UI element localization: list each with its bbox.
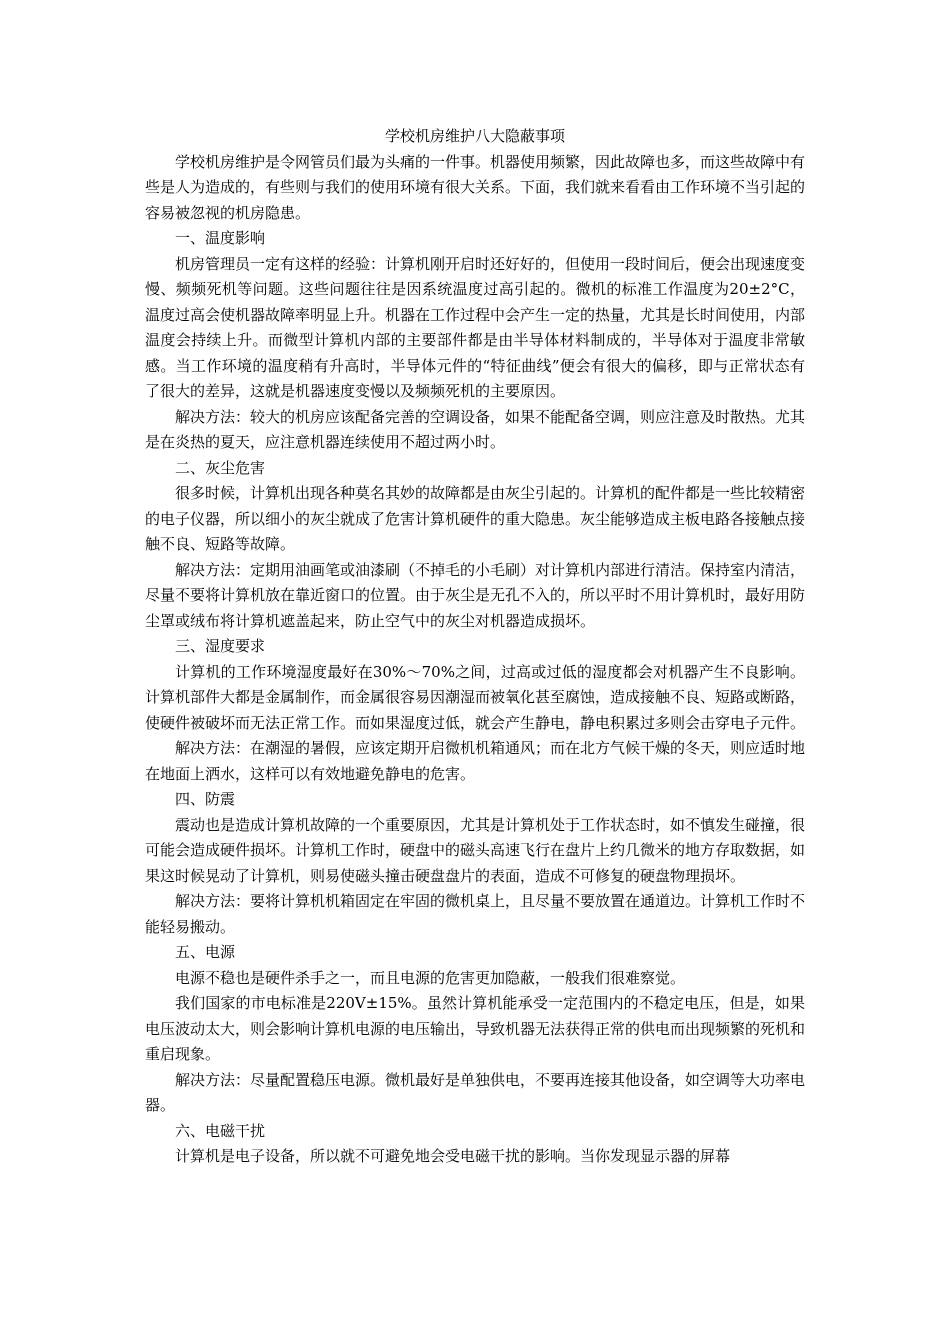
document-title: 学校机房维护八大隐蔽事项: [384, 127, 565, 145]
paragraph: 解决方法：尽量配置稳压电源。微机最好是单独供电，不要再连接其他设备，如空调等大功率电器。: [145, 1070, 806, 1114]
paragraph: 计算机的工作环境湿度最好在30%～70%之间，过高或过低的湿度都会对机器产生不良影响。计算机部件大都是金属制作，而金属很容易因潮湿而被氧化甚至腐蚀，造成接触不良、短路或断路，使硬件被破坏而无法正常工作。而如果湿度过低，就会产生静电，静电积累过多则会击穿电子元件。: [145, 662, 806, 732]
section-heading: 三、湿度要求: [175, 637, 266, 655]
document-body: [145, 150, 805, 1170]
section-heading: 一、温度影响: [175, 229, 266, 247]
section-heading: 六、电磁干扰: [175, 1121, 266, 1140]
paragraph: 电源不稳也是硬件杀手之一，而且电源的危害更加隐蔽，一般我们很难察觉。: [175, 968, 686, 987]
paragraph: 解决方法：定期用油画笔或油漆刷（不掉毛的小毛刷）对计算机内部进行清洁。保持室内清洁，尽量不要将计算机放在靠近窗口的位置。由于灰尘是无孔不入的，所以平时不用计算机时，最好用防尘罩或绒布将计算机遮盖起来，防止空气中的灰尘对机器造成损坏。: [145, 560, 806, 630]
paragraph: 我们国家的市电标准是220V±15%。虽然计算机能承受一定范围内的不稳定电压，但是，如果电压波动太大，则会影响计算机电源的电压输出，导致机器无法获得正常的供电而出现频繁的死机和重启现象。: [145, 994, 806, 1063]
paragraph: 很多时候，计算机出现各种莫名其妙的故障都是由灰尘引起的。计算机的配件都是一些比较精密的电子仪器，所以细小的灰尘就成了危害计算机硬件的重大隐患。灰尘能够造成主板电路各接触点接触不良、短路等故障。: [145, 484, 806, 553]
section-heading: 五、电源: [175, 943, 236, 961]
paragraph: 学校机房维护是令网管员们最为头痛的一件事。机器使用频繁，因此故障也多，而这些故障中有些是人为造成的，有些则与我们的使用环境有很大关系。下面，我们就来看看由工作环境不当引起的容易被忽视的机房隐患。: [145, 152, 806, 222]
section-heading: 二、灰尘危害: [175, 458, 266, 477]
paragraph: 解决方法：较大的机房应该配备完善的空调设备，如果不能配备空调，则应注意及时散热。尤其是在炎热的夏天，应注意机器连续使用不超过两小时。: [145, 407, 806, 451]
paragraph: 计算机是电子设备，所以就不可避免地会受电磁干扰的影响。当你发现显示器的屏幕: [175, 1147, 731, 1165]
document-page: [145, 124, 805, 1170]
paragraph: 解决方法：在潮湿的暑假，应该定期开启微机机箱通风；而在北方气候干燥的冬天，则应适时地在地面上洒水，这样可以有效地避免静电的危害。: [145, 739, 806, 783]
paragraph: 机房管理员一定有这样的经验：计算机刚开启时还好好的，但使用一段时间后，便会出现速度变慢、频频死机等问题。这些问题往往是因系统温度过高引起的。微机的标准工作温度为20±2°C，温度过高会使机器故障率明显上升。机器在工作过程中会产生一定的热量，尤其是长时间使用，内部温度会持续上升。而微型计算机内部的主要部件都是由半导体材料制成的，半导体对于温度非常敏感。当工作环境的温度稍有升高时，半导体元件的“特征曲线”便会有很大的偏移，即与正常状态有了很大的差异，这就是机器速度变慢以及频频死机的主要原因。: [145, 254, 806, 400]
paragraph: 震动也是造成计算机故障的一个重要原因，尤其是计算机处于工作状态时，如不慎发生碰撞，很可能会造成硬件损坏。计算机工作时，硬盘中的磁头高速飞行在盘片上约几微米的地方存取数据，如果这时候晃动了计算机，则易使磁头撞击硬盘盘片的表面，造成不可修复的硬盘物理损坏。: [145, 815, 806, 885]
section-heading: 四、防震: [175, 790, 236, 808]
paragraph: 解决方法：要将计算机机箱固定在牢固的微机桌上，且尽量不要放置在通道边。计算机工作时不能轻易搬动。: [145, 892, 806, 936]
